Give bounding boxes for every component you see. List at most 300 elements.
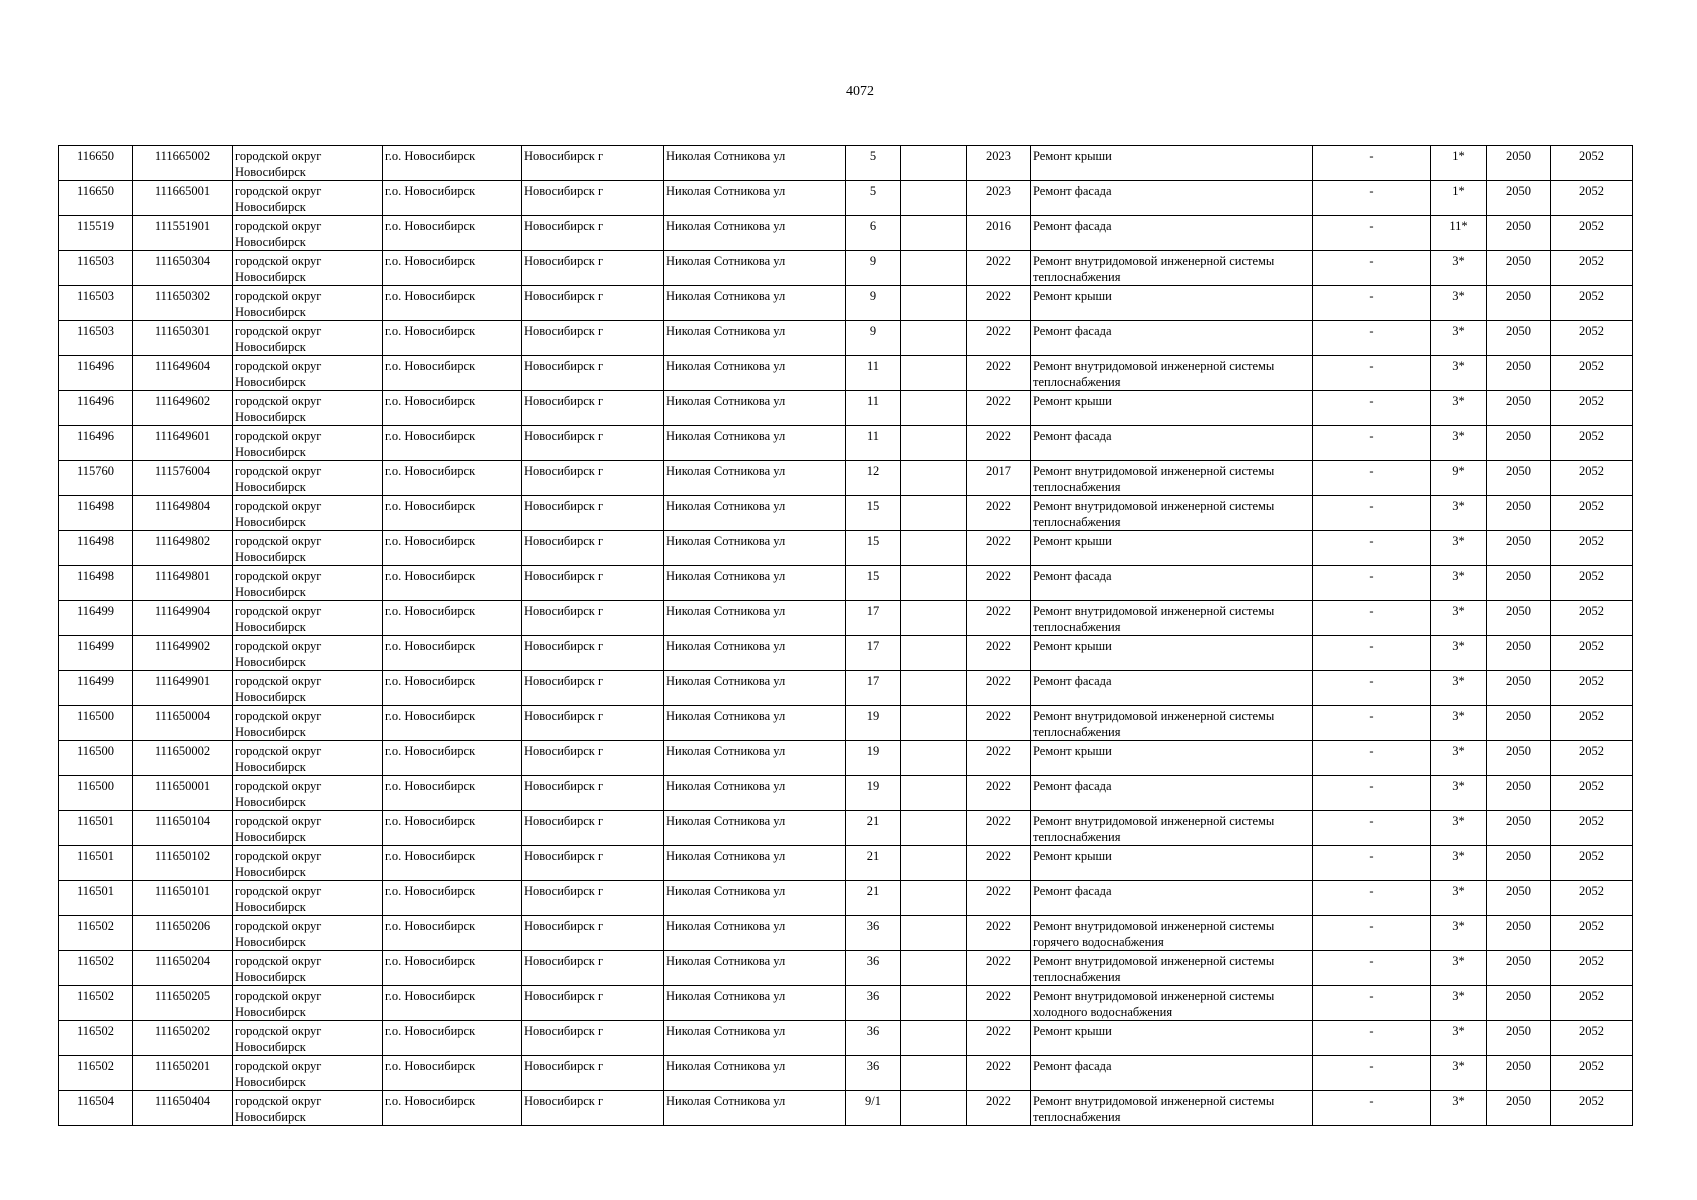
cell-district: г.о. Новосибирск [383, 846, 522, 881]
cell-house-number: 12 [846, 461, 901, 496]
cell-building [901, 321, 967, 356]
cell-work-type: Ремонт крыши [1031, 846, 1313, 881]
cell-year: 2022 [967, 531, 1031, 566]
cell-street: Николая Сотникова ул [664, 391, 846, 426]
cell-end-year: 2052 [1551, 916, 1633, 951]
table-row [59, 531, 1633, 566]
cell-priority: 3* [1431, 636, 1487, 671]
cell-start-year: 2050 [1487, 916, 1551, 951]
cell-city: Новосибирск г [522, 496, 664, 531]
cell-municipality: городской округ Новосибирск [233, 706, 383, 741]
cell-district: г.о. Новосибирск [383, 601, 522, 636]
cell-work-id: 111650104 [133, 811, 233, 846]
cell-dash: - [1313, 286, 1431, 321]
cell-work-type: Ремонт фасада [1031, 1056, 1313, 1091]
cell-district: г.о. Новосибирск [383, 391, 522, 426]
cell-municipality: городской округ Новосибирск [233, 286, 383, 321]
table-row [59, 216, 1633, 251]
cell-city: Новосибирск г [522, 356, 664, 391]
cell-priority: 3* [1431, 846, 1487, 881]
cell-city: Новосибирск г [522, 391, 664, 426]
cell-priority: 3* [1431, 741, 1487, 776]
cell-object-id: 116503 [59, 286, 133, 321]
cell-municipality: городской округ Новосибирск [233, 146, 383, 181]
cell-city: Новосибирск г [522, 1056, 664, 1091]
cell-municipality: городской округ Новосибирск [233, 811, 383, 846]
cell-year: 2022 [967, 356, 1031, 391]
cell-city: Новосибирск г [522, 951, 664, 986]
cell-start-year: 2050 [1487, 601, 1551, 636]
table-row [59, 181, 1633, 216]
cell-dash: - [1313, 601, 1431, 636]
cell-house-number: 9/1 [846, 1091, 901, 1126]
cell-district: г.о. Новосибирск [383, 881, 522, 916]
cell-house-number: 9 [846, 286, 901, 321]
cell-work-id: 111650201 [133, 1056, 233, 1091]
cell-object-id: 116503 [59, 251, 133, 286]
cell-dash: - [1313, 671, 1431, 706]
cell-building [901, 286, 967, 321]
cell-object-id: 116502 [59, 916, 133, 951]
table-body [59, 146, 1633, 1126]
cell-municipality: городской округ Новосибирск [233, 251, 383, 286]
table-row [59, 461, 1633, 496]
cell-house-number: 11 [846, 426, 901, 461]
cell-year: 2023 [967, 146, 1031, 181]
cell-start-year: 2050 [1487, 426, 1551, 461]
cell-work-id: 111650101 [133, 881, 233, 916]
cell-object-id: 116499 [59, 671, 133, 706]
cell-priority: 3* [1431, 916, 1487, 951]
cell-work-id: 111649802 [133, 531, 233, 566]
table-row [59, 1056, 1633, 1091]
cell-street: Николая Сотникова ул [664, 706, 846, 741]
cell-municipality: городской округ Новосибирск [233, 181, 383, 216]
cell-work-id: 111650205 [133, 986, 233, 1021]
cell-end-year: 2052 [1551, 1056, 1633, 1091]
cell-end-year: 2052 [1551, 986, 1633, 1021]
cell-municipality: городской округ Новосибирск [233, 776, 383, 811]
cell-dash: - [1313, 846, 1431, 881]
cell-house-number: 15 [846, 531, 901, 566]
cell-city: Новосибирск г [522, 706, 664, 741]
cell-year: 2022 [967, 426, 1031, 461]
cell-start-year: 2050 [1487, 986, 1551, 1021]
cell-house-number: 19 [846, 741, 901, 776]
cell-dash: - [1313, 1056, 1431, 1091]
cell-city: Новосибирск г [522, 321, 664, 356]
cell-end-year: 2052 [1551, 636, 1633, 671]
cell-object-id: 116500 [59, 741, 133, 776]
cell-city: Новосибирск г [522, 916, 664, 951]
cell-street: Николая Сотникова ул [664, 601, 846, 636]
cell-building [901, 251, 967, 286]
cell-end-year: 2052 [1551, 1091, 1633, 1126]
cell-district: г.о. Новосибирск [383, 286, 522, 321]
cell-object-id: 116504 [59, 1091, 133, 1126]
cell-street: Николая Сотникова ул [664, 881, 846, 916]
table-row [59, 741, 1633, 776]
cell-building [901, 916, 967, 951]
cell-end-year: 2052 [1551, 251, 1633, 286]
cell-work-id: 111650204 [133, 951, 233, 986]
cell-dash: - [1313, 181, 1431, 216]
table-row [59, 496, 1633, 531]
cell-district: г.о. Новосибирск [383, 951, 522, 986]
cell-house-number: 36 [846, 1021, 901, 1056]
cell-year: 2022 [967, 391, 1031, 426]
cell-street: Николая Сотникова ул [664, 671, 846, 706]
cell-object-id: 116650 [59, 146, 133, 181]
cell-priority: 3* [1431, 1021, 1487, 1056]
cell-year: 2022 [967, 776, 1031, 811]
cell-year: 2022 [967, 741, 1031, 776]
cell-priority: 3* [1431, 566, 1487, 601]
cell-house-number: 19 [846, 706, 901, 741]
cell-year: 2022 [967, 706, 1031, 741]
cell-municipality: городской округ Новосибирск [233, 1091, 383, 1126]
cell-district: г.о. Новосибирск [383, 636, 522, 671]
cell-building [901, 146, 967, 181]
cell-start-year: 2050 [1487, 356, 1551, 391]
cell-house-number: 36 [846, 1056, 901, 1091]
table-row [59, 986, 1633, 1021]
cell-work-type: Ремонт фасада [1031, 216, 1313, 251]
cell-municipality: городской округ Новосибирск [233, 671, 383, 706]
cell-work-id: 111649602 [133, 391, 233, 426]
cell-city: Новосибирск г [522, 846, 664, 881]
cell-year: 2022 [967, 986, 1031, 1021]
table-row [59, 1091, 1633, 1126]
cell-house-number: 17 [846, 636, 901, 671]
cell-municipality: городской округ Новосибирск [233, 391, 383, 426]
cell-priority: 3* [1431, 951, 1487, 986]
cell-object-id: 116498 [59, 496, 133, 531]
cell-dash: - [1313, 951, 1431, 986]
cell-end-year: 2052 [1551, 216, 1633, 251]
cell-year: 2022 [967, 846, 1031, 881]
cell-priority: 3* [1431, 321, 1487, 356]
cell-dash: - [1313, 356, 1431, 391]
cell-priority: 3* [1431, 426, 1487, 461]
cell-municipality: городской округ Новосибирск [233, 566, 383, 601]
cell-house-number: 17 [846, 601, 901, 636]
cell-work-id: 111649901 [133, 671, 233, 706]
cell-end-year: 2052 [1551, 776, 1633, 811]
cell-start-year: 2050 [1487, 1021, 1551, 1056]
cell-dash: - [1313, 216, 1431, 251]
cell-city: Новосибирск г [522, 671, 664, 706]
cell-work-type: Ремонт внутридомовой инженерной системы теплоснабжения [1031, 251, 1313, 286]
cell-dash: - [1313, 636, 1431, 671]
cell-work-id: 111551901 [133, 216, 233, 251]
table-row [59, 391, 1633, 426]
table-row [59, 916, 1633, 951]
cell-start-year: 2050 [1487, 811, 1551, 846]
cell-work-id: 111650001 [133, 776, 233, 811]
cell-building [901, 881, 967, 916]
cell-end-year: 2052 [1551, 461, 1633, 496]
cell-end-year: 2052 [1551, 496, 1633, 531]
cell-end-year: 2052 [1551, 1021, 1633, 1056]
cell-year: 2022 [967, 601, 1031, 636]
cell-municipality: городской округ Новосибирск [233, 916, 383, 951]
cell-dash: - [1313, 881, 1431, 916]
cell-year: 2022 [967, 321, 1031, 356]
cell-start-year: 2050 [1487, 881, 1551, 916]
cell-object-id: 116500 [59, 776, 133, 811]
cell-work-type: Ремонт внутридомовой инженерной системы теплоснабжения [1031, 706, 1313, 741]
cell-building [901, 181, 967, 216]
table-row [59, 566, 1633, 601]
cell-street: Николая Сотникова ул [664, 461, 846, 496]
cell-year: 2022 [967, 251, 1031, 286]
cell-work-type: Ремонт внутридомовой инженерной системы теплоснабжения [1031, 356, 1313, 391]
cell-house-number: 36 [846, 916, 901, 951]
cell-work-type: Ремонт внутридомовой инженерной системы теплоснабжения [1031, 601, 1313, 636]
table-row [59, 321, 1633, 356]
cell-priority: 3* [1431, 251, 1487, 286]
cell-street: Николая Сотникова ул [664, 1021, 846, 1056]
cell-work-id: 111650102 [133, 846, 233, 881]
cell-city: Новосибирск г [522, 146, 664, 181]
cell-house-number: 21 [846, 881, 901, 916]
cell-priority: 3* [1431, 391, 1487, 426]
cell-object-id: 116498 [59, 531, 133, 566]
cell-work-type: Ремонт крыши [1031, 286, 1313, 321]
cell-district: г.о. Новосибирск [383, 671, 522, 706]
cell-building [901, 601, 967, 636]
table-row [59, 356, 1633, 391]
cell-year: 2022 [967, 566, 1031, 601]
cell-building [901, 531, 967, 566]
cell-work-type: Ремонт фасада [1031, 181, 1313, 216]
cell-street: Николая Сотникова ул [664, 426, 846, 461]
cell-building [901, 776, 967, 811]
cell-work-type: Ремонт фасада [1031, 776, 1313, 811]
cell-city: Новосибирск г [522, 286, 664, 321]
cell-priority: 3* [1431, 986, 1487, 1021]
cell-work-id: 111665001 [133, 181, 233, 216]
cell-district: г.о. Новосибирск [383, 916, 522, 951]
cell-district: г.о. Новосибирск [383, 776, 522, 811]
cell-city: Новосибирск г [522, 181, 664, 216]
cell-street: Николая Сотникова ул [664, 251, 846, 286]
cell-year: 2022 [967, 951, 1031, 986]
table-row [59, 251, 1633, 286]
cell-object-id: 116501 [59, 846, 133, 881]
cell-work-type: Ремонт крыши [1031, 531, 1313, 566]
cell-building [901, 1056, 967, 1091]
cell-district: г.о. Новосибирск [383, 531, 522, 566]
cell-priority: 9* [1431, 461, 1487, 496]
cell-building [901, 216, 967, 251]
cell-city: Новосибирск г [522, 741, 664, 776]
cell-year: 2016 [967, 216, 1031, 251]
cell-house-number: 21 [846, 811, 901, 846]
table-row [59, 811, 1633, 846]
cell-start-year: 2050 [1487, 216, 1551, 251]
cell-priority: 3* [1431, 1056, 1487, 1091]
cell-district: г.о. Новосибирск [383, 461, 522, 496]
cell-start-year: 2050 [1487, 741, 1551, 776]
cell-priority: 3* [1431, 601, 1487, 636]
cell-start-year: 2050 [1487, 251, 1551, 286]
cell-year: 2022 [967, 286, 1031, 321]
cell-dash: - [1313, 251, 1431, 286]
cell-district: г.о. Новосибирск [383, 426, 522, 461]
cell-priority: 3* [1431, 706, 1487, 741]
cell-start-year: 2050 [1487, 391, 1551, 426]
cell-work-type: Ремонт внутридомовой инженерной системы горячего водоснабжения [1031, 916, 1313, 951]
cell-work-id: 111650304 [133, 251, 233, 286]
table-row [59, 776, 1633, 811]
table-row [59, 1021, 1633, 1056]
cell-district: г.о. Новосибирск [383, 811, 522, 846]
cell-object-id: 116501 [59, 881, 133, 916]
cell-municipality: городской округ Новосибирск [233, 741, 383, 776]
cell-work-type: Ремонт фасада [1031, 566, 1313, 601]
cell-street: Николая Сотникова ул [664, 846, 846, 881]
cell-work-type: Ремонт внутридомовой инженерной системы теплоснабжения [1031, 461, 1313, 496]
cell-city: Новосибирск г [522, 881, 664, 916]
cell-city: Новосибирск г [522, 776, 664, 811]
cell-start-year: 2050 [1487, 846, 1551, 881]
cell-street: Николая Сотникова ул [664, 1056, 846, 1091]
cell-dash: - [1313, 146, 1431, 181]
cell-building [901, 671, 967, 706]
cell-municipality: городской округ Новосибирск [233, 636, 383, 671]
cell-city: Новосибирск г [522, 601, 664, 636]
cell-building [901, 496, 967, 531]
table-row [59, 881, 1633, 916]
table-row [59, 636, 1633, 671]
cell-district: г.о. Новосибирск [383, 181, 522, 216]
cell-city: Новосибирск г [522, 636, 664, 671]
cell-work-type: Ремонт внутридомовой инженерной системы холодного водоснабжения [1031, 986, 1313, 1021]
cell-district: г.о. Новосибирск [383, 986, 522, 1021]
cell-building [901, 1021, 967, 1056]
cell-city: Новосибирск г [522, 811, 664, 846]
cell-object-id: 115519 [59, 216, 133, 251]
cell-district: г.о. Новосибирск [383, 321, 522, 356]
cell-work-id: 111649902 [133, 636, 233, 671]
cell-building [901, 706, 967, 741]
cell-start-year: 2050 [1487, 181, 1551, 216]
cell-year: 2022 [967, 496, 1031, 531]
cell-building [901, 356, 967, 391]
cell-end-year: 2052 [1551, 881, 1633, 916]
cell-street: Николая Сотникова ул [664, 181, 846, 216]
cell-priority: 3* [1431, 496, 1487, 531]
cell-priority: 3* [1431, 881, 1487, 916]
cell-house-number: 5 [846, 146, 901, 181]
cell-object-id: 116496 [59, 426, 133, 461]
cell-work-id: 111649801 [133, 566, 233, 601]
cell-dash: - [1313, 1021, 1431, 1056]
cell-municipality: городской округ Новосибирск [233, 881, 383, 916]
cell-dash: - [1313, 461, 1431, 496]
cell-object-id: 116502 [59, 986, 133, 1021]
cell-district: г.о. Новосибирск [383, 356, 522, 391]
cell-start-year: 2050 [1487, 1056, 1551, 1091]
cell-building [901, 811, 967, 846]
cell-work-type: Ремонт внутридомовой инженерной системы теплоснабжения [1031, 1091, 1313, 1126]
cell-city: Новосибирск г [522, 1021, 664, 1056]
cell-start-year: 2050 [1487, 776, 1551, 811]
cell-street: Николая Сотникова ул [664, 741, 846, 776]
cell-street: Николая Сотникова ул [664, 636, 846, 671]
cell-municipality: городской округ Новосибирск [233, 1056, 383, 1091]
table-row [59, 601, 1633, 636]
cell-municipality: городской округ Новосибирск [233, 951, 383, 986]
cell-dash: - [1313, 1091, 1431, 1126]
cell-municipality: городской округ Новосибирск [233, 461, 383, 496]
cell-work-id: 111649804 [133, 496, 233, 531]
cell-city: Новосибирск г [522, 251, 664, 286]
cell-priority: 3* [1431, 356, 1487, 391]
page-number: 4072 [846, 84, 874, 99]
cell-house-number: 9 [846, 321, 901, 356]
cell-priority: 1* [1431, 146, 1487, 181]
cell-municipality: городской округ Новосибирск [233, 1021, 383, 1056]
cell-work-type: Ремонт фасада [1031, 426, 1313, 461]
cell-street: Николая Сотникова ул [664, 286, 846, 321]
cell-street: Николая Сотникова ул [664, 356, 846, 391]
cell-priority: 3* [1431, 531, 1487, 566]
cell-building [901, 741, 967, 776]
cell-object-id: 116498 [59, 566, 133, 601]
cell-house-number: 15 [846, 496, 901, 531]
cell-dash: - [1313, 391, 1431, 426]
cell-house-number: 36 [846, 951, 901, 986]
cell-work-id: 111650002 [133, 741, 233, 776]
cell-street: Николая Сотникова ул [664, 1091, 846, 1126]
cell-year: 2022 [967, 881, 1031, 916]
table-row [59, 706, 1633, 741]
cell-work-id: 111649601 [133, 426, 233, 461]
cell-municipality: городской округ Новосибирск [233, 846, 383, 881]
cell-building [901, 951, 967, 986]
table-row [59, 951, 1633, 986]
cell-end-year: 2052 [1551, 811, 1633, 846]
cell-end-year: 2052 [1551, 706, 1633, 741]
cell-city: Новосибирск г [522, 1091, 664, 1126]
cell-object-id: 116503 [59, 321, 133, 356]
cell-end-year: 2052 [1551, 321, 1633, 356]
cell-district: г.о. Новосибирск [383, 706, 522, 741]
cell-street: Николая Сотникова ул [664, 951, 846, 986]
cell-work-type: Ремонт внутридомовой инженерной системы теплоснабжения [1031, 811, 1313, 846]
cell-work-id: 111650004 [133, 706, 233, 741]
cell-priority: 1* [1431, 181, 1487, 216]
cell-work-type: Ремонт внутридомовой инженерной системы теплоснабжения [1031, 951, 1313, 986]
cell-district: г.о. Новосибирск [383, 216, 522, 251]
cell-house-number: 19 [846, 776, 901, 811]
cell-end-year: 2052 [1551, 391, 1633, 426]
cell-building [901, 636, 967, 671]
cell-start-year: 2050 [1487, 531, 1551, 566]
cell-end-year: 2052 [1551, 146, 1633, 181]
cell-work-id: 111650404 [133, 1091, 233, 1126]
cell-building [901, 426, 967, 461]
cell-object-id: 115760 [59, 461, 133, 496]
cell-city: Новосибирск г [522, 531, 664, 566]
cell-start-year: 2050 [1487, 706, 1551, 741]
cell-district: г.о. Новосибирск [383, 1091, 522, 1126]
cell-building [901, 986, 967, 1021]
cell-work-type: Ремонт крыши [1031, 741, 1313, 776]
